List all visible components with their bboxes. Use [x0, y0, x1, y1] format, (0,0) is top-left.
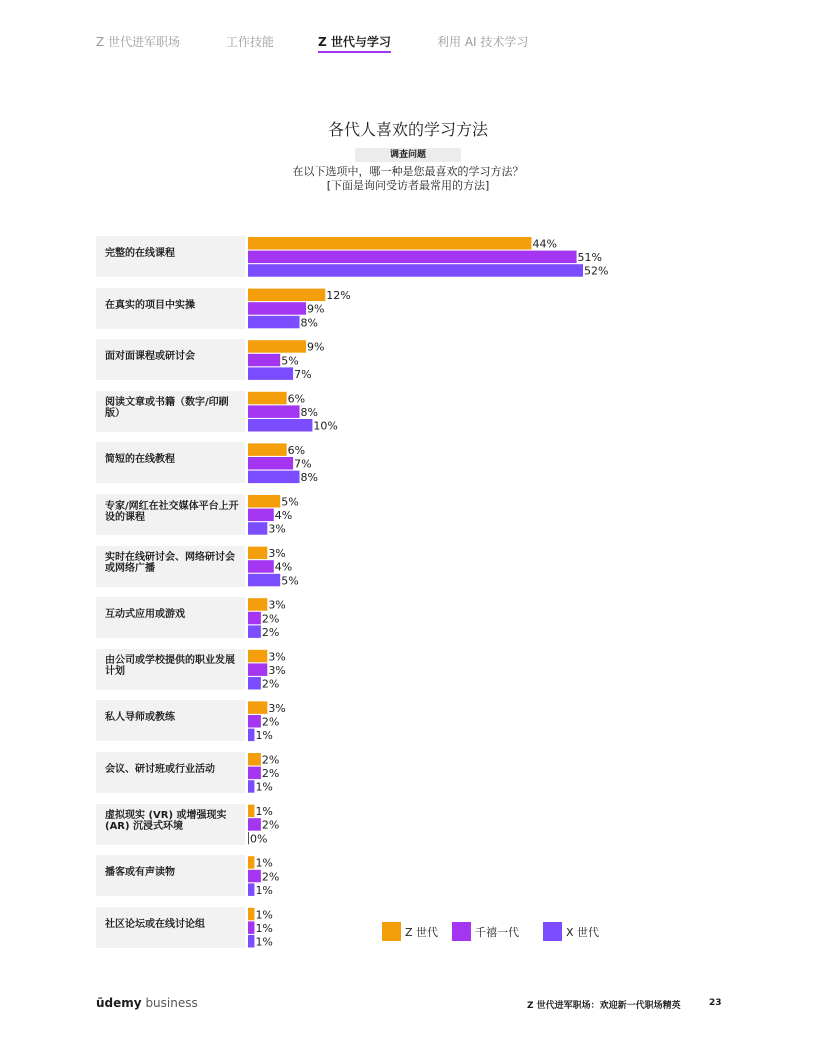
data-label-millennial: 1%: [255, 921, 273, 935]
data-label-gen-z: 3%: [268, 650, 286, 664]
data-label-gen-x: 2%: [261, 677, 280, 691]
bar-gen-x: [248, 471, 300, 484]
chart-title: 各代人喜欢的学习方法: [327, 120, 488, 139]
data-label-gen-x: 0%: [250, 832, 268, 846]
survey-question-badge: 调查问题: [355, 148, 461, 162]
bar-gen-z: [248, 856, 254, 869]
bar-gen-x: [248, 367, 293, 380]
bar-gen-x: [248, 316, 300, 329]
data-label-millennial: 2%: [261, 612, 280, 626]
data-label-millennial: 8%: [300, 405, 318, 419]
legend-swatch-gen-z: [382, 922, 401, 941]
bar-gen-x: [248, 264, 583, 277]
legend-label-millennial: 千禧一代: [475, 926, 519, 939]
data-label-millennial: 7%: [294, 457, 312, 471]
data-label-gen-x: 1%: [255, 883, 273, 897]
category-label: 由公司或学校提供的职业发展计划: [105, 655, 235, 678]
data-label-gen-x: 8%: [300, 316, 318, 330]
bar-millennial: [248, 870, 261, 883]
logo-suffix: business: [145, 996, 198, 1010]
category-label: 面对面课程或研讨会: [105, 351, 195, 363]
bar-gen-z: [248, 340, 306, 353]
category-label: 实时在线研讨会、网络研讨会或网络广播: [105, 552, 235, 575]
bar-gen-x: [248, 522, 267, 535]
data-label-millennial: 5%: [281, 354, 299, 368]
data-label-gen-z: 3%: [268, 547, 286, 561]
data-label-millennial: 2%: [261, 870, 280, 884]
bar-gen-x: [248, 832, 249, 845]
bar-gen-z: [248, 701, 267, 714]
category-label: 专家/网红在社交媒体平台上开设的课程: [105, 500, 239, 523]
bar-millennial: [248, 457, 293, 470]
data-label-millennial: 4%: [274, 560, 293, 574]
data-label-gen-x: 1%: [255, 780, 273, 794]
data-label-gen-x: 5%: [281, 574, 299, 588]
data-label-gen-z: 1%: [255, 908, 273, 922]
bar-millennial: [248, 509, 274, 521]
data-label-gen-z: 1%: [255, 856, 273, 870]
bar-millennial: [248, 612, 261, 625]
data-label-gen-z: 1%: [255, 805, 273, 819]
nav-item-gen-z-learning[interactable]: Z 世代与学习: [318, 33, 391, 53]
bar-gen-z: [248, 753, 261, 766]
data-label-millennial: 2%: [261, 767, 280, 781]
bar-gen-x: [248, 883, 254, 896]
bar-gen-x: [248, 780, 254, 793]
category-label: 虚拟现实 (VR) 或增强现实 (AR) 沉浸式环境: [105, 810, 227, 833]
bar-millennial: [248, 767, 261, 780]
bar-gen-x: [248, 935, 254, 948]
data-label-gen-x: 10%: [313, 419, 338, 433]
legend-swatch-millennial: [452, 922, 471, 941]
bar-gen-x: [248, 625, 261, 638]
data-label-millennial: 2%: [261, 715, 280, 729]
logo-brand: ūdemy: [96, 996, 142, 1010]
bar-gen-z: [248, 598, 267, 611]
udemy-business-logo: [96, 996, 198, 1010]
bar-millennial: [248, 818, 261, 831]
data-label-millennial: 51%: [577, 251, 603, 265]
bar-millennial: [248, 302, 306, 315]
bar-millennial: [248, 405, 300, 418]
data-label-gen-x: 52%: [584, 264, 609, 278]
bar-millennial: [248, 921, 254, 934]
bar-gen-z: [248, 547, 267, 560]
nav-item-gen-z-workplace[interactable]: Z 世代进军职场: [96, 35, 181, 49]
data-label-gen-z: 44%: [532, 237, 557, 251]
data-label-millennial: 3%: [268, 663, 286, 677]
page-number: 23: [709, 998, 722, 1008]
data-label-gen-z: 3%: [268, 598, 286, 612]
category-label: 互动式应用或游戏: [105, 609, 185, 621]
data-label-gen-x: 1%: [255, 729, 273, 743]
data-label-gen-x: 1%: [255, 935, 273, 949]
data-label-gen-z: 9%: [306, 340, 325, 354]
bar-gen-z: [248, 392, 287, 405]
data-label-gen-x: 3%: [268, 522, 286, 536]
category-label: 简短的在线教程: [105, 454, 175, 466]
bar-gen-z: [248, 289, 325, 302]
bar-gen-z: [248, 237, 531, 250]
data-label-gen-z: 5%: [281, 495, 299, 509]
data-label-millennial: 4%: [274, 509, 293, 523]
survey-question-line-2: [下面是询问受访者最常用的方法]: [326, 179, 490, 192]
nav-item-work-skills[interactable]: 工作技能: [226, 35, 275, 49]
data-label-gen-x: 8%: [300, 471, 318, 485]
data-label-gen-x: 7%: [294, 367, 312, 381]
data-label-gen-x: 2%: [261, 625, 280, 639]
footer-report-title: Z 世代进军职场：欢迎新一代职场精英: [527, 1001, 681, 1011]
bar-millennial: [248, 354, 280, 367]
nav-item-ai-learning[interactable]: 利用 AI 技术学习: [437, 35, 529, 49]
category-label: 完整的在线课程: [105, 248, 175, 259]
bar-gen-x: [248, 419, 312, 432]
data-label-gen-z: 2%: [261, 753, 280, 767]
data-label-gen-z: 12%: [326, 289, 351, 303]
bar-gen-z: [248, 443, 287, 456]
bar-millennial: [248, 663, 267, 676]
bar-gen-x: [248, 574, 280, 587]
data-label-gen-z: 6%: [287, 392, 306, 406]
category-label: 阅读文章或书籍（数字/印刷版）: [105, 397, 229, 420]
bar-millennial: [248, 251, 577, 264]
legend-label-gen-z: Z 世代: [405, 926, 439, 939]
legend-label-gen-x: X 世代: [566, 926, 600, 939]
category-label: 社区论坛或在线讨论组: [105, 918, 205, 930]
legend-swatch-gen-x: [543, 922, 562, 941]
bar-gen-z: [248, 805, 254, 818]
category-label: 私人导师或教练: [105, 712, 175, 724]
category-label: 播客或有声读物: [105, 867, 175, 879]
data-label-millennial: 2%: [261, 818, 280, 832]
bar-gen-z: [248, 650, 267, 663]
bar-gen-z: [248, 908, 254, 921]
bar-gen-x: [248, 729, 254, 742]
data-label-gen-z: 6%: [287, 443, 306, 457]
data-label-millennial: 9%: [306, 302, 325, 316]
bar-millennial: [248, 715, 261, 728]
bar-gen-z: [248, 495, 280, 508]
survey-question-line-1: 在以下选项中，哪一种是您最喜欢的学习方法？: [292, 165, 524, 178]
data-label-gen-z: 3%: [268, 701, 286, 715]
category-label: 会议、研讨班或行业活动: [105, 764, 215, 775]
category-label: 在真实的项目中实操: [105, 299, 195, 311]
bar-gen-x: [248, 677, 261, 690]
bar-millennial: [248, 560, 274, 573]
